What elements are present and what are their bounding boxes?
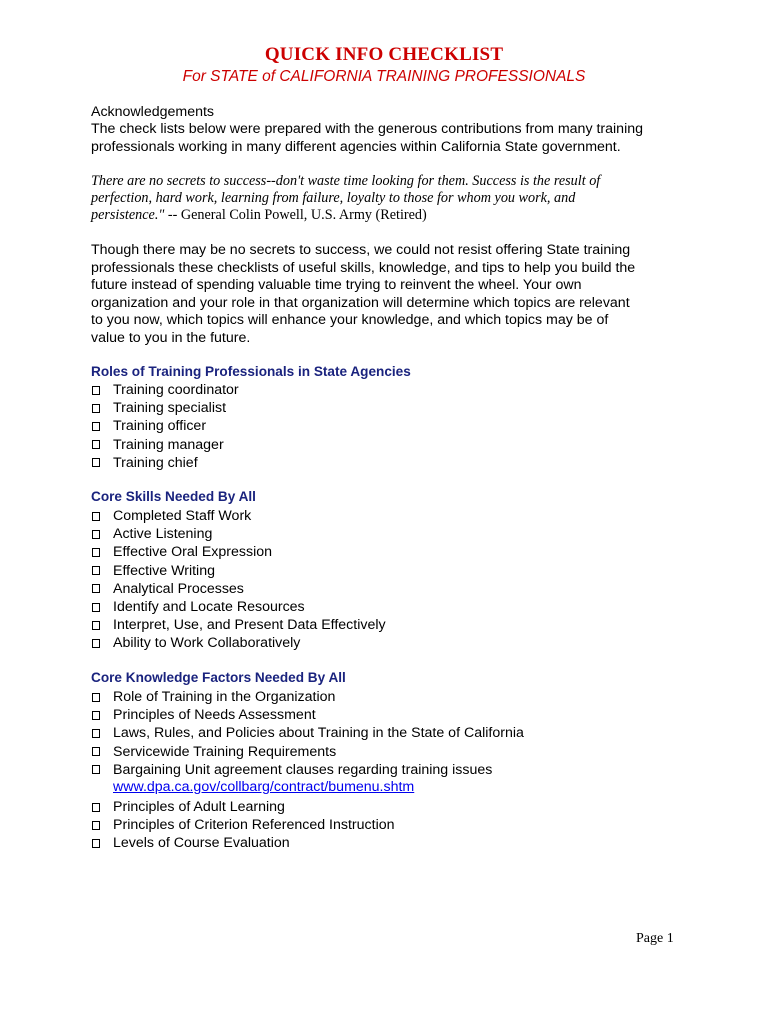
quote-attribution: -- General Colin Powell, U.S. Army (Retired)	[167, 207, 427, 223]
checklist-item-label: Principles of Criterion Referenced Instruction	[113, 817, 395, 834]
checkbox-icon[interactable]	[92, 747, 100, 756]
quote-line: There are no secrets to success--don't waste time looking for them. Success is the result of	[91, 173, 601, 189]
intro-line: value to you in the future.	[91, 329, 251, 346]
checkbox-icon[interactable]	[92, 693, 100, 702]
checklist-item-label: Training chief	[113, 454, 198, 471]
checklist-item[interactable]	[91, 834, 395, 852]
checkbox-icon[interactable]	[92, 584, 100, 593]
checklist-item[interactable]	[91, 381, 239, 399]
checklist-item[interactable]	[91, 399, 239, 417]
quote-line: persistence."	[91, 207, 168, 223]
checklist-item[interactable]	[91, 743, 524, 761]
checklist-item[interactable]	[91, 616, 386, 634]
checklist-item-label: Laws, Rules, and Policies about Training in the State of California	[113, 725, 524, 742]
checkbox-icon[interactable]	[92, 422, 100, 431]
checklist-item-label: Levels of Course Evaluation	[113, 835, 290, 852]
checklist-item-label: Principles of Adult Learning	[113, 799, 285, 816]
checkbox-icon[interactable]	[92, 765, 100, 774]
quote-line: perfection, hard work, learning from failure, loyalty to those for whom you work, and	[91, 190, 576, 206]
checklist-item[interactable]	[91, 525, 386, 543]
checkbox-icon[interactable]	[92, 440, 100, 449]
quote-block	[91, 173, 651, 224]
core-skills-checklist	[91, 507, 386, 653]
page-number: Page 1	[636, 931, 674, 946]
document-subtitle: For STATE of CALIFORNIA TRAINING PROFESSIONALS	[182, 68, 586, 85]
checklist-item[interactable]	[91, 417, 239, 435]
checklist-item-label: Servicewide Training Requirements	[113, 743, 337, 760]
bargaining-unit-link[interactable]: www.dpa.ca.gov/collbarg/contract/bumenu.shtm	[113, 779, 415, 795]
checklist-item-label: Training officer	[113, 418, 207, 435]
checklist-item[interactable]	[91, 436, 239, 454]
checklist-item[interactable]	[91, 634, 386, 652]
checklist-item-label: Bargaining Unit agreement clauses regarding training issues	[113, 761, 493, 778]
intro-line: professionals these checklists of useful skills, knowledge, and tips to help you build the	[91, 259, 636, 276]
checklist-item[interactable]	[91, 454, 239, 472]
checkbox-icon[interactable]	[92, 404, 100, 413]
intro-line: Though there may be no secrets to success, we could not resist offering State training	[91, 242, 631, 258]
checklist-item[interactable]	[91, 816, 395, 834]
checklist-item[interactable]	[91, 598, 386, 616]
checklist-item[interactable]	[91, 798, 395, 816]
intro-line: to you now, which topics will enhance your knowledge, and which topics may be of	[91, 312, 609, 329]
checkbox-icon[interactable]	[92, 458, 100, 467]
checklist-item-label: Role of Training in the Organization	[113, 689, 336, 706]
quote-last-line	[91, 207, 651, 224]
intro-line: organization and your role in that organization will determine which topics are relevant	[91, 294, 630, 311]
checkbox-icon[interactable]	[92, 821, 100, 830]
intro-line: future instead of spending valuable time trying to reinvent the wheel. Your own	[91, 277, 582, 294]
section-heading-roles: Roles of Training Professionals in State Agencies	[91, 364, 411, 379]
checklist-item-label: Identify and Locate Resources	[113, 599, 305, 616]
checklist-item[interactable]	[91, 761, 524, 779]
acknowledgements-line: professionals working in many different agencies within California State government.	[91, 138, 621, 155]
checklist-item-label: Training coordinator	[113, 382, 239, 399]
core-knowledge-checklist-b	[91, 798, 395, 853]
checklist-item[interactable]	[91, 562, 386, 580]
checklist-item-label: Active Listening	[113, 526, 213, 543]
checklist-item-label: Interpret, Use, and Present Data Effectively	[113, 617, 386, 634]
checklist-item-label: Analytical Processes	[113, 580, 244, 597]
checklist-item-label: Principles of Needs Assessment	[113, 707, 316, 724]
checklist-item-label: Completed Staff Work	[113, 508, 252, 525]
checkbox-icon[interactable]	[92, 621, 100, 630]
section-heading-core-knowledge: Core Knowledge Factors Needed By All	[91, 670, 346, 685]
checklist-item[interactable]	[91, 543, 386, 561]
checklist-item[interactable]	[91, 706, 524, 724]
intro-paragraph	[91, 242, 691, 348]
checklist-item-label: Effective Oral Expression	[113, 544, 273, 561]
checklist-item[interactable]	[91, 688, 524, 706]
checklist-item-label: Ability to Work Collaboratively	[113, 635, 301, 652]
checklist-item[interactable]	[91, 580, 386, 598]
acknowledgements-text	[91, 121, 691, 156]
checkbox-icon[interactable]	[92, 839, 100, 848]
checkbox-icon[interactable]	[92, 603, 100, 612]
checkbox-icon[interactable]	[92, 386, 100, 395]
core-knowledge-checklist-a	[91, 688, 524, 779]
checklist-item-label: Training manager	[113, 436, 224, 453]
checklist-item-label: Training specialist	[113, 400, 227, 417]
checkbox-icon[interactable]	[92, 711, 100, 720]
checkbox-icon[interactable]	[92, 729, 100, 738]
section-heading-core-skills: Core Skills Needed By All	[91, 489, 256, 504]
acknowledgements-heading: Acknowledgements	[91, 104, 215, 120]
checklist-item[interactable]	[91, 507, 386, 525]
checkbox-icon[interactable]	[92, 548, 100, 557]
checkbox-icon[interactable]	[92, 803, 100, 812]
roles-checklist	[91, 381, 239, 472]
acknowledgements-line: The check lists below were prepared with the generous contributions from many training	[91, 121, 644, 137]
checkbox-icon[interactable]	[92, 566, 100, 575]
checklist-item-label: Effective Writing	[113, 562, 215, 579]
checkbox-icon[interactable]	[92, 530, 100, 539]
checklist-item[interactable]	[91, 724, 524, 742]
document-title: QUICK INFO CHECKLIST	[264, 44, 504, 65]
checkbox-icon[interactable]	[92, 512, 100, 521]
checkbox-icon[interactable]	[92, 639, 100, 648]
